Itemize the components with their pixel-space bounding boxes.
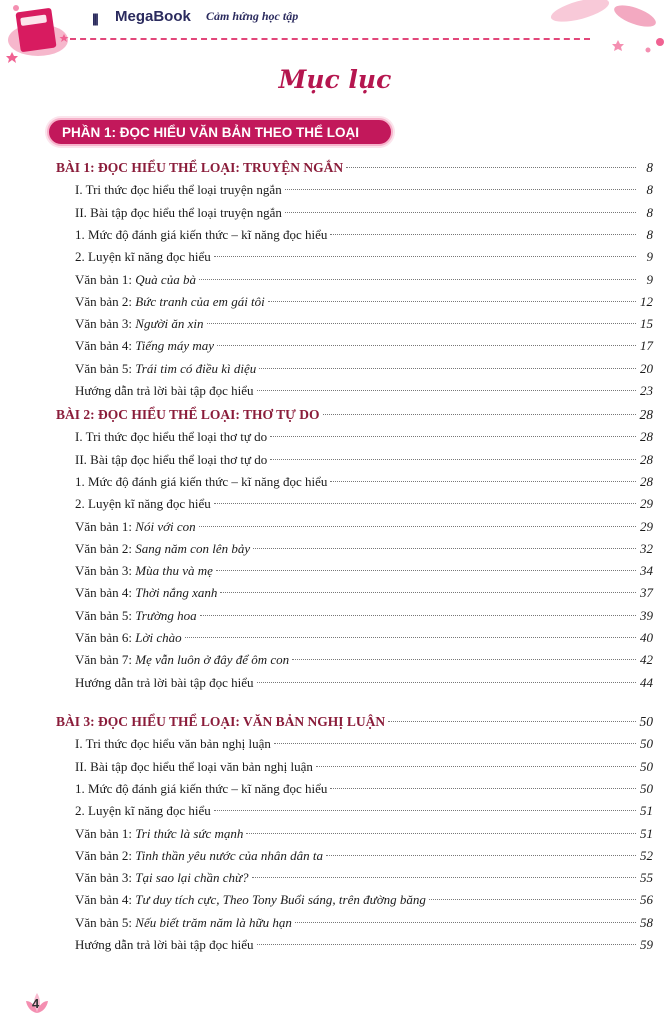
toc-entry-label: [75, 606, 197, 626]
lesson-title: BÀI 3: ĐỌC HIỂU THỂ LOẠI: VĂN BẢN NGHỊ LUẬN: [56, 714, 386, 729]
toc-entry[interactable]: [75, 472, 653, 492]
toc-entry-prefix: Văn bản 2:: [75, 540, 136, 556]
toc-entry-title: Mẹ vẫn luôn ở đây để ôm con: [135, 652, 290, 668]
leader-dots: [200, 615, 636, 616]
lesson-page: 28: [639, 407, 653, 422]
toc-entry-title: Nếu biết trăm năm là hữu hạn: [135, 914, 292, 930]
leader-dots: [257, 944, 636, 945]
toc-entry-page: 28: [640, 429, 653, 445]
page-header: [0, 0, 670, 60]
toc-entry-page: 51: [640, 825, 653, 841]
toc-entry[interactable]: [75, 846, 653, 866]
toc-entry-label: [75, 270, 196, 290]
toc-entry-page: 8: [646, 226, 653, 242]
toc-entry-label: [75, 628, 182, 648]
leader-dots: [252, 877, 636, 878]
book-logo-icon: [4, 0, 72, 64]
leader-dots: [268, 301, 636, 302]
toc-entry-prefix: Hướng dẫn trả lời bài tập đọc hiểu: [75, 383, 254, 398]
lesson-heading[interactable]: [56, 405, 653, 425]
toc-entry[interactable]: [75, 650, 653, 670]
toc-entry-prefix: Hướng dẫn trả lời bài tập đọc hiểu: [75, 674, 254, 690]
toc-entry-prefix: Văn bản 4:: [75, 892, 136, 908]
toc-entry-prefix: I. Tri thức đọc hiểu thể loại thơ tự do: [75, 429, 268, 445]
brand-slogan: Cảm hứng học tập: [206, 9, 299, 23]
leader-dots: [199, 279, 636, 280]
toc-entry-label: [75, 868, 249, 888]
toc-entry-prefix: Văn bản 4:: [75, 338, 136, 354]
toc-entry-page: 56: [640, 892, 653, 908]
toc-entry[interactable]: [75, 606, 653, 626]
toc-entry-prefix: Văn bản 1:: [75, 271, 136, 287]
leader-dots: [388, 721, 636, 722]
part-title: PHẦN 1: ĐỌC HIỂU VĂN BẢN THEO THỂ LOẠI: [62, 125, 360, 140]
toc-entry[interactable]: [75, 673, 653, 693]
toc-entry[interactable]: [75, 583, 653, 603]
leader-dots: [326, 855, 636, 856]
toc-entry[interactable]: [75, 381, 653, 401]
toc-entry-title: Lời chào: [135, 630, 182, 645]
brand-name: MegaBook: [115, 8, 191, 25]
toc-entry[interactable]: [75, 336, 653, 356]
toc-entry-title: Nói với con: [135, 518, 196, 534]
toc-entry-page: 44: [640, 674, 653, 690]
leader-dots: [214, 503, 636, 504]
toc-entry-title: Sang năm con lên bảy: [135, 540, 251, 556]
toc-entry-label: [75, 583, 217, 603]
toc-entry-page: 29: [640, 518, 653, 534]
toc-entry-prefix: Văn bản 6:: [75, 630, 136, 645]
leader-dots: [246, 833, 636, 834]
toc-entry-page: 9: [646, 271, 653, 287]
lesson-heading[interactable]: [56, 158, 653, 178]
toc-entry-title: Quà của bà: [135, 271, 196, 287]
leader-dots: [270, 459, 636, 460]
lesson-page: 8: [646, 160, 653, 175]
toc-entry-page: 23: [640, 383, 653, 398]
toc-entry-prefix: Hướng dẫn trả lời bài tập đọc hiểu: [75, 937, 254, 952]
toc-entry-label: [75, 292, 265, 312]
leader-dots: [330, 234, 636, 235]
toc-entry-page: 34: [640, 563, 653, 579]
toc-entry[interactable]: [75, 494, 653, 514]
toc-entry[interactable]: [75, 561, 653, 581]
toc-entry-label: [75, 381, 254, 401]
toc-entry-label: [75, 225, 327, 245]
toc-entry[interactable]: [75, 225, 653, 245]
toc-entry-page: 8: [646, 204, 653, 220]
toc-entry[interactable]: [75, 757, 653, 777]
leader-dots: [323, 414, 636, 415]
toc-entry-label: [75, 359, 256, 379]
page-number-badge: [22, 989, 52, 1019]
toc-entry-prefix: I. Tri thức đọc hiểu thể loại truyện ngắn: [75, 182, 282, 198]
toc-entry-page: 12: [640, 293, 653, 309]
toc-entry-label: [75, 427, 267, 447]
toc-entry-page: 50: [640, 736, 653, 752]
toc-entry-label: [75, 935, 254, 955]
toc-entry-title: Mùa thu và mẹ: [135, 563, 213, 579]
toc-entry-label: [75, 913, 292, 933]
toc-entry-label: [75, 673, 254, 693]
toc-entry-prefix: 1. Mức độ đánh giá kiến thức – kĩ năng đọc hiểu: [75, 780, 328, 796]
toc-entry[interactable]: [75, 359, 653, 379]
toc-entry-label: [75, 203, 282, 223]
toc-entry[interactable]: [75, 247, 653, 267]
toc-entry-prefix: Văn bản 3:: [75, 563, 136, 579]
toc-entry[interactable]: [75, 890, 653, 910]
leader-dots: [295, 922, 636, 923]
toc-entry-prefix: Văn bản 7:: [75, 652, 136, 668]
toc-entry[interactable]: [75, 824, 653, 844]
toc-entry-prefix: II. Bài tập đọc hiểu thể loại văn bản nghị luận: [75, 758, 313, 774]
flower-decoration-icon: [540, 0, 670, 60]
lesson-title: BÀI 1: ĐỌC HIỂU THỂ LOẠI: TRUYỆN NGẮN: [56, 160, 344, 175]
toc-entry-page: 55: [640, 870, 653, 886]
toc-entry-label: [75, 180, 282, 200]
lesson-heading[interactable]: [56, 712, 653, 732]
leader-dots: [253, 548, 636, 549]
toc-entry[interactable]: [75, 517, 653, 537]
toc-entry-page: 28: [640, 451, 653, 467]
leader-dots: [316, 766, 636, 767]
leader-dots: [285, 189, 636, 190]
toc-entry-label: [75, 517, 196, 537]
lesson-title: BÀI 2: ĐỌC HIỂU THỂ LOẠI: THƠ TỰ DO: [56, 407, 320, 422]
toc-entry-label: [75, 757, 313, 777]
toc-entry-label: [75, 450, 267, 470]
toc-entry-page: 50: [640, 780, 653, 796]
toc-entry-title: Tiếng máy may: [135, 338, 215, 354]
toc-entry-label: [75, 890, 426, 910]
toc-entry-prefix: Văn bản 2:: [75, 293, 136, 309]
leader-dots: [330, 788, 636, 789]
toc-entry-label: [75, 824, 243, 844]
leader-dots: [214, 810, 636, 811]
toc-entry-prefix: II. Bài tập đọc hiểu thể loại truyện ngắn: [75, 204, 282, 220]
toc-entry-page: 50: [640, 758, 653, 774]
toc-entry-title: Người ăn xin: [135, 316, 204, 332]
toc-entry-label: [75, 846, 323, 866]
toc-entry-label: [75, 539, 250, 559]
leader-dots: [330, 481, 636, 482]
toc-entry-prefix: 2. Luyện kĩ năng đọc hiểu: [75, 803, 211, 819]
leader-dots: [259, 368, 636, 369]
toc-entry[interactable]: [75, 203, 653, 223]
toc-entry-title: Tinh thần yêu nước của nhân dân ta: [135, 847, 324, 863]
toc-entry-prefix: Văn bản 1:: [75, 825, 136, 841]
toc-entry-page: 8: [646, 182, 653, 198]
toc-entry[interactable]: [75, 314, 653, 334]
toc-entry-title: Tư duy tích cực, Theo Tony Buổi sáng, trên đường băng: [135, 892, 426, 908]
leader-dots: [207, 323, 637, 324]
toc-entry-label: [75, 494, 211, 514]
toc-entry-title: Tri thức là sức mạnh: [135, 825, 244, 841]
toc-entry[interactable]: [75, 628, 653, 648]
toc-entry-page: 40: [640, 630, 653, 645]
toc-entry-label: [75, 336, 214, 356]
toc-entry-prefix: Văn bản 5:: [75, 607, 136, 623]
toc-entry-prefix: Văn bản 3:: [75, 870, 136, 886]
toc-entry-label: [75, 734, 271, 754]
toc-entry-title: Bức tranh của em gái tôi: [135, 293, 265, 309]
leader-dots: [217, 345, 636, 346]
toc-entry-label: [75, 650, 289, 670]
part-banner: [47, 118, 393, 146]
toc-entry-prefix: II. Bài tập đọc hiểu thể loại thơ tự do: [75, 451, 268, 467]
brand-mark: |||: [92, 11, 97, 26]
toc-entry[interactable]: [75, 292, 653, 312]
toc-entry[interactable]: [75, 734, 653, 754]
toc-entry[interactable]: [75, 427, 653, 447]
toc-entry-prefix: 1. Mức độ đánh giá kiến thức – kĩ năng đọc hiểu: [75, 226, 328, 242]
toc-entry[interactable]: [75, 180, 653, 200]
leader-dots: [185, 637, 636, 638]
toc-entry-page: 15: [640, 316, 653, 332]
leader-dots: [346, 167, 636, 168]
leader-dots: [257, 682, 636, 683]
toc-entry[interactable]: [75, 779, 653, 799]
toc-entry-page: 9: [646, 249, 653, 265]
toc-entry-page: 51: [640, 803, 653, 819]
toc-entry-page: 52: [640, 847, 653, 863]
toc-entry-page: 39: [640, 607, 653, 623]
leader-dots: [429, 899, 636, 900]
toc-entry-page: 59: [640, 937, 653, 952]
page-title: Mục lục: [278, 65, 392, 94]
toc-entry-prefix: Văn bản 5:: [75, 360, 136, 376]
toc-entry-label: [75, 314, 204, 334]
toc-entry-page: 29: [640, 496, 653, 512]
toc-entry[interactable]: [75, 913, 653, 933]
page-number: 4: [32, 996, 40, 1011]
toc-entry-page: 58: [640, 914, 653, 930]
toc-entry-label: [75, 247, 211, 267]
leader-dots: [220, 592, 636, 593]
toc-entry-prefix: 1. Mức độ đánh giá kiến thức – kĩ năng đọc hiểu: [75, 473, 328, 489]
leader-dots: [285, 212, 636, 213]
leader-dots: [216, 570, 636, 571]
leader-dots: [270, 436, 636, 437]
toc-entry-page: 20: [640, 360, 653, 376]
toc-entry-page: 17: [640, 338, 653, 354]
toc-entry-label: [75, 779, 327, 799]
toc-entry-page: 42: [640, 652, 653, 668]
toc-entry[interactable]: [75, 801, 653, 821]
toc-entry-page: 37: [640, 585, 653, 601]
toc-entry-prefix: 2. Luyện kĩ năng đọc hiểu: [75, 249, 211, 265]
toc-entry-label: [75, 561, 213, 581]
toc-entry[interactable]: [75, 868, 653, 888]
toc-entry-page: 32: [640, 540, 653, 556]
toc-entry[interactable]: [75, 450, 653, 470]
toc-entry-prefix: Văn bản 2:: [75, 847, 136, 863]
toc-entry[interactable]: [75, 270, 653, 290]
lesson-page: 50: [639, 714, 653, 729]
toc-entry-prefix: Văn bản 5:: [75, 914, 136, 930]
toc-entry-title: Trường hoa: [135, 607, 197, 623]
toc-entry-page: 28: [640, 473, 653, 489]
toc-entry-prefix: I. Tri thức đọc hiểu văn bản nghị luận: [75, 736, 271, 752]
header-divider: [70, 38, 590, 40]
toc-entry-prefix: Văn bản 3:: [75, 316, 136, 332]
toc-entry-label: [75, 472, 327, 492]
leader-dots: [292, 659, 636, 660]
leader-dots: [274, 743, 636, 744]
toc-entry-title: Thời nắng xanh: [135, 585, 218, 601]
toc-entry-prefix: Văn bản 1:: [75, 518, 136, 534]
toc-entry[interactable]: [75, 539, 653, 559]
leader-dots: [214, 256, 636, 257]
leader-dots: [199, 526, 636, 527]
toc-entry-prefix: 2. Luyện kĩ năng đọc hiểu: [75, 496, 211, 512]
toc-entry[interactable]: [75, 935, 653, 955]
toc-entry-title: Trái tim có điều kì diệu: [135, 360, 257, 376]
toc-entry-title: Tại sao lại chần chừ?: [135, 870, 249, 886]
leader-dots: [257, 390, 636, 391]
toc-entry-prefix: Văn bản 4:: [75, 585, 136, 601]
toc-entry-label: [75, 801, 211, 821]
